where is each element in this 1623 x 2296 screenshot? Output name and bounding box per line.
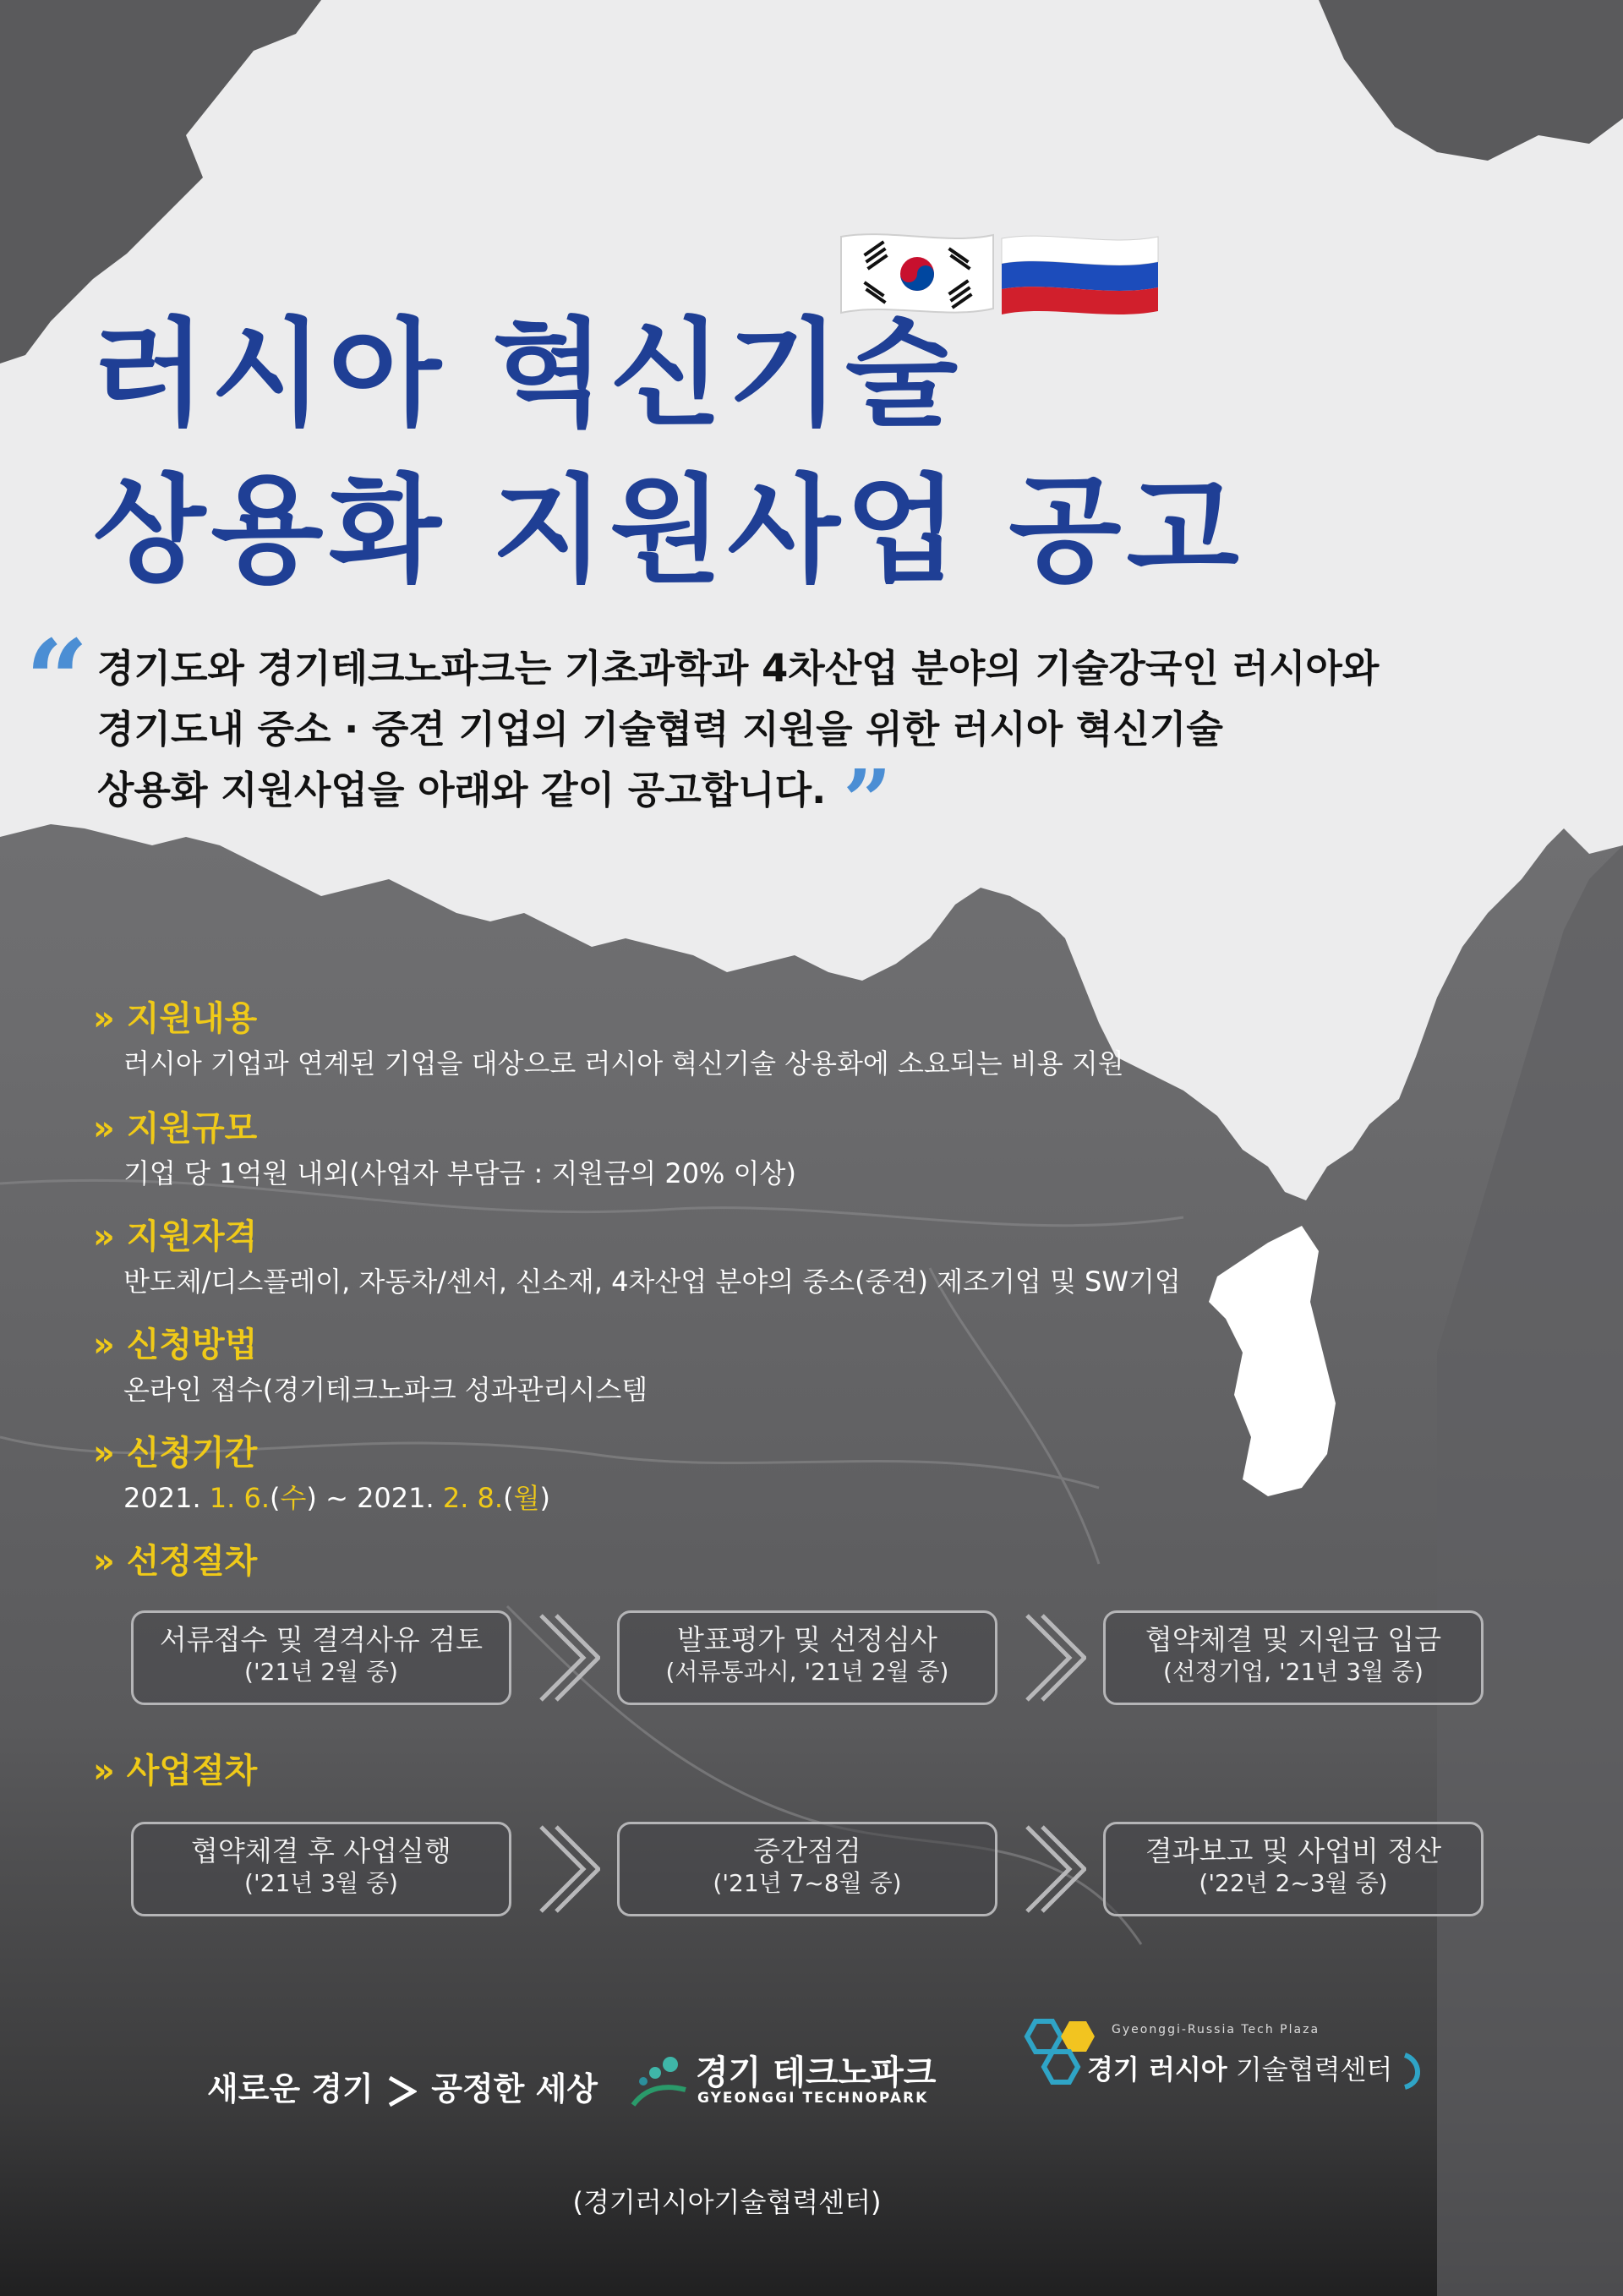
section-body-support-content: 러시아 기업과 연계된 기업을 대상으로 러시아 혁신기술 상용화에 소요되는 비용 지원 (123, 1047, 1124, 1080)
step-title: 협약체결 및 지원금 입금 (1145, 1623, 1442, 1656)
section-body-support-scale: 기업 당 1억원 내외(사업자 부담금 : 지원금의 20% 이상) (123, 1157, 796, 1189)
business-step-2 (617, 1822, 997, 1916)
technopark-logo-icon (630, 2053, 689, 2112)
title-line-1: 러시아 혁신기술 (93, 306, 964, 442)
selection-step-3 (1103, 1610, 1484, 1705)
selection-step-2 (617, 1610, 997, 1705)
title-line-2: 상용화 지원사업 공고 (93, 462, 1244, 599)
intro-paragraph (97, 638, 1484, 850)
step-title: 중간점검 (753, 1834, 861, 1867)
step-period: ('22년 2~3월 중) (1199, 1869, 1388, 1897)
step-title: 발표평가 및 선정심사 (677, 1623, 937, 1656)
section-heading-business-procedure: » 사업절차 (93, 1752, 258, 1790)
step-period: ('21년 3월 중) (244, 1869, 398, 1897)
center-name-kr-regular: 기술협력센터 (1235, 2053, 1393, 2086)
step-period: (서류통과시, '21년 2월 중) (665, 1658, 949, 1686)
chevron-right-icon (533, 1822, 600, 1916)
section-heading-selection-procedure: » 선정절차 (93, 1542, 258, 1581)
step-title: 결과보고 및 사업비 정산 (1145, 1834, 1442, 1867)
business-step-3 (1103, 1822, 1484, 1916)
intro-line-text: 상용화 지원사업을 아래와 같이 공고합니다. (97, 768, 827, 812)
step-period: ('21년 7~8월 중) (713, 1869, 902, 1897)
slogan-arrow-icon (388, 2075, 417, 2108)
step-period: (선정기업, '21년 3월 중) (1163, 1658, 1424, 1686)
technopark-name-en: GYEONGGI TECHNOPARK (697, 2090, 929, 2107)
step-title: 서류접수 및 결격사유 검토 (159, 1623, 484, 1656)
slogan-right: 공정한 세상 (431, 2070, 598, 2107)
section-heading-application-period: » 신청기간 (93, 1434, 258, 1473)
intro-line: 경기도내 중소 · 중견 기업의 기술협력 지원을 위한 러시아 혁신기술 (97, 707, 1223, 752)
step-period: ('21년 2월 중) (244, 1658, 398, 1686)
chevron-right-icon (533, 1610, 600, 1705)
chevron-right-icon (1019, 1610, 1086, 1705)
section-heading-support-scale: » 지원규모 (93, 1109, 258, 1148)
selection-step-1 (131, 1610, 511, 1705)
center-name-kr-bold: 경기 러시아 (1087, 2053, 1227, 2086)
dark-sea-east (1437, 845, 1623, 2296)
section-heading-application-method: » 신청방법 (93, 1326, 258, 1364)
footer-note: (경기러시아기술협력센터) (572, 2186, 882, 2218)
technopark-name-kr: 경기 테크노파크 (696, 2053, 937, 2092)
intro-line (97, 751, 1484, 850)
slogan-logo (207, 2063, 598, 2109)
open-quote-icon: “ (25, 615, 89, 745)
bracket-icon (1402, 2052, 1427, 2091)
page-title (93, 296, 1244, 609)
section-heading-eligibility: » 지원자격 (93, 1217, 258, 1256)
section-body-application-period: 2021. 1. 6.(수) ~ 2021. 2. 8.(월) (123, 1482, 550, 1514)
section-body-eligibility: 반도체/디스플레이, 자동차/센서, 신소재, 4차산업 분야의 중소(중견) 제조기업 및 SW기업 (123, 1266, 1181, 1298)
slogan-left: 새로운 경기 (207, 2070, 374, 2107)
section-heading-support-content: » 지원내용 (93, 999, 258, 1038)
section-body-application-method: 온라인 접수(경기테크노파크 성과관리시스템 (123, 1374, 648, 1406)
step-title: 협약체결 후 사업실행 (191, 1834, 451, 1867)
business-step-1 (131, 1822, 511, 1916)
intro-line: 경기도와 경기테크노파크는 기초과학과 4차산업 분야의 기술강국인 러시아와 (97, 646, 1380, 691)
center-name-kr (1087, 2048, 1427, 2091)
center-name-en: Gyeonggi-Russia Tech Plaza (1112, 2023, 1320, 2036)
close-quote-icon: ” (843, 751, 892, 850)
korea-peninsula (1209, 1226, 1336, 1496)
chevron-right-icon (1019, 1822, 1086, 1916)
